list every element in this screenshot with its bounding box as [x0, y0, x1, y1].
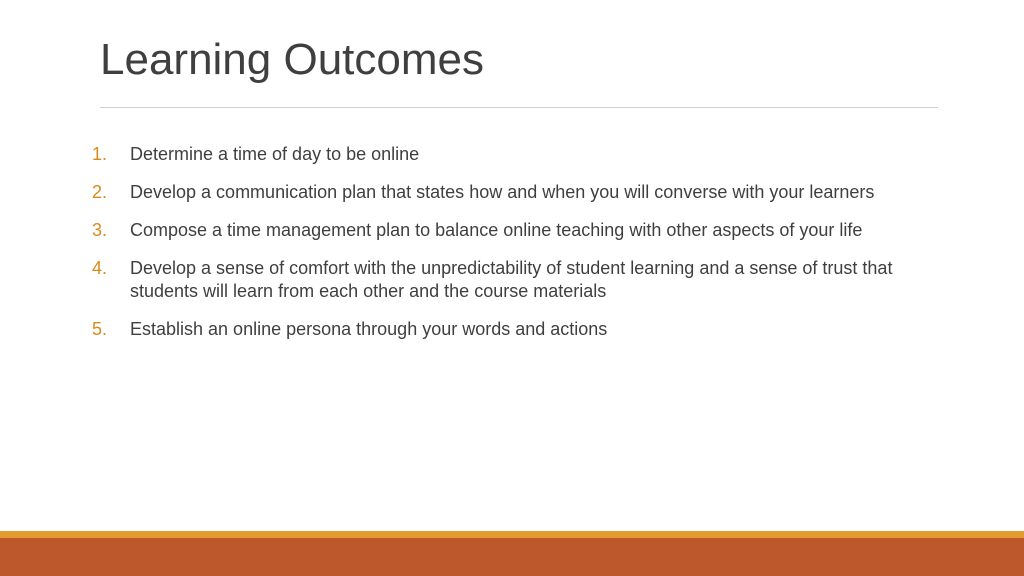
slide-title: Learning Outcomes	[100, 35, 484, 84]
outcomes-list	[92, 143, 942, 356]
list-item-number: 2.	[92, 182, 108, 202]
list-item-text: Determine a time of day to be online	[130, 144, 420, 164]
list-item	[92, 257, 942, 303]
list-item-number: 3.	[92, 220, 108, 240]
list-item	[92, 318, 942, 341]
list-item-text: Compose a time management plan to balance online teaching with other aspects of your life	[130, 220, 863, 240]
list-item-number: 5.	[92, 319, 108, 339]
list-item	[92, 143, 942, 166]
footer-bar	[0, 538, 1024, 576]
list-item-number: 4.	[92, 258, 108, 278]
list-item-number: 1.	[92, 144, 108, 164]
footer-accent-bar	[0, 531, 1024, 538]
list-item	[92, 219, 942, 242]
title-divider	[100, 107, 938, 108]
list-item-text: Develop a sense of comfort with the unpredictability of student learning and a sense of trust that students will learn from each other and the course materials	[130, 258, 893, 301]
list-item	[92, 181, 942, 204]
list-item-text: Develop a communication plan that states how and when you will converse with your learners	[130, 182, 875, 202]
list-item-text: Establish an online persona through your words and actions	[130, 319, 608, 339]
